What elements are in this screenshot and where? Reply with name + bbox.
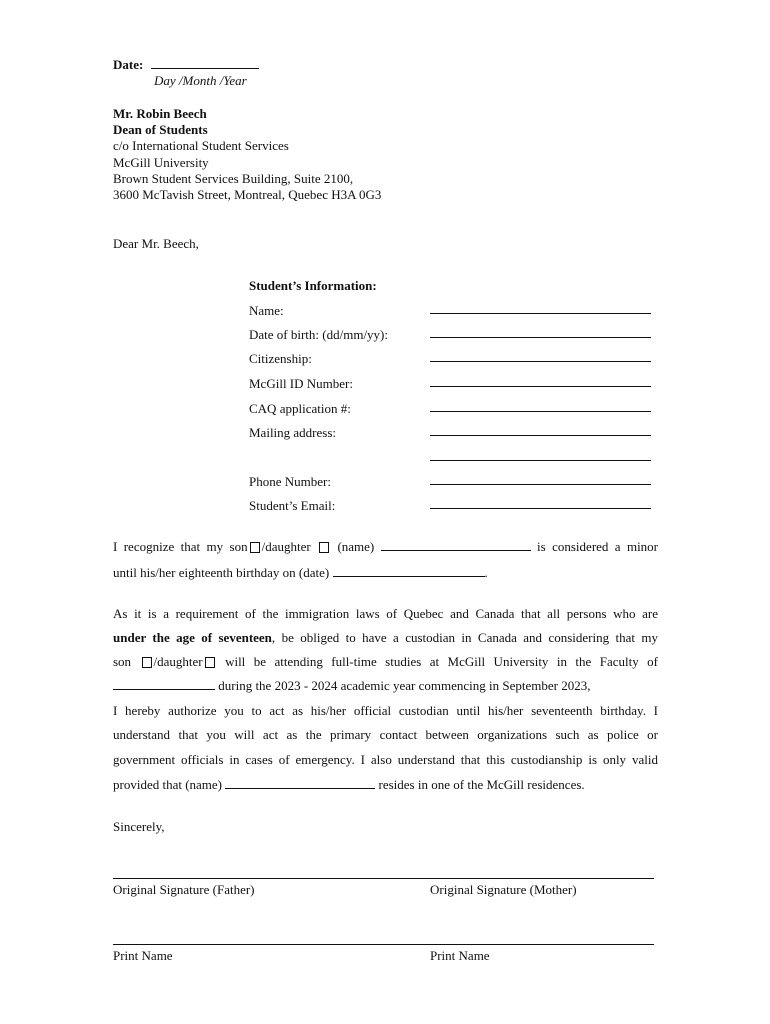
date-label: Date: <box>113 57 144 72</box>
birthday-period: . <box>484 565 488 580</box>
signature-line[interactable] <box>113 878 654 879</box>
field-line-phone[interactable] <box>430 473 651 485</box>
body-line-7: government officials in cases of emergency. I also understand that this custodianship is only valid <box>113 752 658 767</box>
body-academic-year-text: during the 2023 - 2024 academic year commencing in September 2023, <box>218 678 591 693</box>
date-line[interactable] <box>151 57 259 69</box>
faculty-line[interactable] <box>113 678 215 690</box>
signature-mother-label: Original Signature (Mother) <box>430 882 577 897</box>
age-bold-text: under the age of seventeen <box>113 630 272 645</box>
print-name-right-label: Print Name <box>430 948 490 963</box>
field-label-caq: CAQ application #: <box>249 401 351 416</box>
body-line-2 <box>113 630 658 646</box>
body-daughter-text: /daughter <box>153 654 203 669</box>
field-label-mailing: Mailing address: <box>249 425 337 440</box>
field-label-name: Name: <box>249 303 284 318</box>
son-checkbox-2[interactable] <box>142 657 152 668</box>
body-line-1: As it is a requirement of the immigration laws of Quebec and Canada that all persons who are <box>113 606 658 621</box>
recognize-text-son: I recognize that my son <box>113 539 248 554</box>
body-line-3 <box>113 654 658 670</box>
body-son-text: son <box>113 654 132 669</box>
recognize-line-1 <box>113 539 658 555</box>
recipient-title: Dean of Students <box>113 122 208 137</box>
field-label-mcgill-id: McGill ID Number: <box>249 376 353 391</box>
student-info-heading: Student’s Information: <box>249 278 377 293</box>
field-line-mailing-2[interactable] <box>430 449 651 461</box>
field-line-mailing-1[interactable] <box>430 424 651 436</box>
body-faculty-text: will be attending full-time studies at McGill University in the Faculty of <box>225 654 659 669</box>
daughter-checkbox-1[interactable] <box>319 542 329 553</box>
closing: Sincerely, <box>113 819 165 834</box>
body-line-8 <box>113 777 585 793</box>
recognize-text-name: (name) <box>337 539 375 554</box>
field-line-caq[interactable] <box>430 400 651 412</box>
recognize-line-2 <box>113 565 488 581</box>
recipient-line2: McGill University <box>113 155 209 170</box>
body-line-4 <box>113 678 590 694</box>
field-line-citizenship[interactable] <box>430 350 651 362</box>
field-line-dob[interactable] <box>430 326 651 338</box>
salutation: Dear Mr. Beech, <box>113 236 199 251</box>
body-provided-text: provided that (name) <box>113 777 223 792</box>
body-line-2-rest: , be obliged to have a custodian in Canada and considering that my <box>271 630 658 645</box>
recognize-text-minor: is considered a minor <box>537 539 659 554</box>
body-residence-text: resides in one of the McGill residences. <box>378 777 585 792</box>
field-line-email[interactable] <box>430 497 651 509</box>
recognize-text-daughter: /daughter <box>261 539 311 554</box>
field-line-mcgill-id[interactable] <box>430 375 651 387</box>
print-name-line[interactable] <box>113 944 654 945</box>
daughter-checkbox-2[interactable] <box>205 657 215 668</box>
field-label-phone: Phone Number: <box>249 474 331 489</box>
body-line-6: understand that you will act as the primary contact between organizations such as police or <box>113 727 658 742</box>
birthday-date-line[interactable] <box>333 565 485 577</box>
recipient-line3: Brown Student Services Building, Suite 2100, <box>113 171 354 186</box>
field-line-name[interactable] <box>430 302 651 314</box>
son-checkbox-1[interactable] <box>250 542 260 553</box>
date-row <box>113 57 259 73</box>
field-label-dob: Date of birth: (dd/mm/yy): <box>249 327 389 342</box>
recipient-line1: c/o International Student Services <box>113 138 289 153</box>
minor-name-line[interactable] <box>381 539 531 551</box>
recipient-line4: 3600 McTavish Street, Montreal, Quebec H3A 0G3 <box>113 187 382 202</box>
date-hint: Day /Month /Year <box>154 73 247 88</box>
field-label-email: Student’s Email: <box>249 498 336 513</box>
signature-father-label: Original Signature (Father) <box>113 882 255 897</box>
recipient-name: Mr. Robin Beech <box>113 106 207 121</box>
field-label-citizenship: Citizenship: <box>249 351 312 366</box>
birthday-text: until his/her eighteenth birthday on (date) <box>113 565 330 580</box>
print-name-left-label: Print Name <box>113 948 173 963</box>
residence-name-line[interactable] <box>225 777 375 789</box>
body-line-5: I hereby authorize you to act as his/her official custodian until his/her seventeenth birthday. I <box>113 703 658 718</box>
